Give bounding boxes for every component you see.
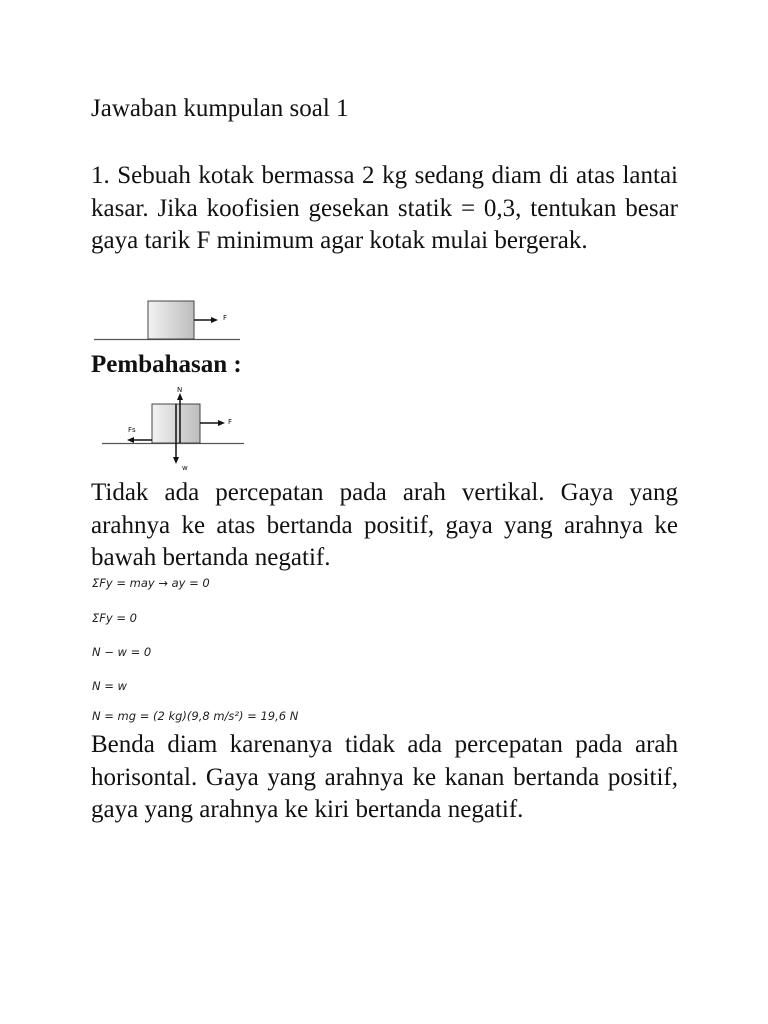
horizontal-explanation: Benda diam karenanya tidak ada percepatan pada arah horisontal. Gaya yang arahnya ke kanan bertanda positif, gaya yang arahnya ke kiri bertanda negatif. [91,731,678,823]
equation-sum-fy-zero: ΣFy = 0 [92,611,137,625]
free-body-diagram [102,384,252,474]
force-label: F [223,314,228,322]
equation-n-value: N = mg = (2 kg)(9,8 m/s²) = 19,6 N [92,709,299,723]
question-text: 1. Sebuah kotak bermassa 2 kg sedang diam di atas lantai kasar. Jika koofisien gesekan statik = 0,3, tentukan besar gaya tarik F minimum agar kotak mulai bergerak. [91,162,678,254]
equation-n-minus-w: N − w = 0 [92,645,152,659]
vertical-explanation: Tidak ada percepatan pada arah vertikal. Gaya yang arahnya ke atas bertanda positif, gaya yang arahnya ke bawah bertanda negatif. [91,479,678,571]
friction-force-label: Fs [128,426,136,434]
box-shape [148,301,194,339]
equation-sum-fy-may: ΣFy = may → ay = 0 [92,576,210,590]
normal-force-arrowhead [177,393,183,400]
friction-force-arrowhead [127,437,134,443]
weight-label: w [182,464,188,472]
equation-n-equals-w: N = w [92,679,127,693]
discussion-heading: Pembahasan : [91,351,242,378]
applied-force-arrowhead [218,420,225,426]
applied-force-label: F [228,418,233,426]
normal-force-label: N [177,386,183,394]
document-title: Jawaban kumpulan soal 1 [91,95,349,122]
weight-arrowhead [173,457,179,464]
force-arrowhead [211,317,218,323]
box-diagram [94,300,244,344]
